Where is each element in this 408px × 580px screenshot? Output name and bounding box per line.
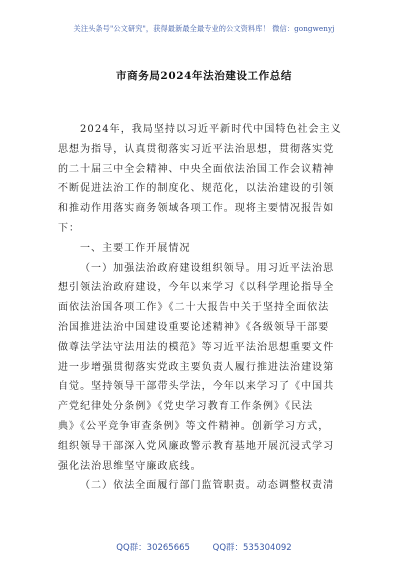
paragraph-line: 的二十届三中全会精神、中央全面依法治国工作会议精神 (58, 163, 335, 175)
paragraph-line: 和推动作用落实商务领域各项工作。现将主要情况报告如 (58, 203, 335, 215)
paragraph-line: 自觉。坚持领导干部带头学法，今年以来学习了《中国共 (58, 381, 335, 393)
paragraph-line: （二）依法全面履行部门监管职责。动态调整权责清 (80, 480, 335, 492)
paragraph-line: 组织领导干部深入党风廉政警示教育基地开展沉浸式学习 (58, 440, 335, 452)
paragraph-line: 思想为指导，认真贯彻落实习近平法治思想，贯彻落实党 (58, 143, 335, 155)
paragraph-line: （一）加强法治政府建设组织领导。用习近平法治思 (80, 262, 335, 274)
document-body (58, 120, 350, 496)
paragraph-line: 强化法治思维坚守廉政底线。 (58, 460, 202, 472)
document-title: 市商务局2024年法治建设工作总结 (116, 70, 292, 82)
section-heading: 一、主要工作开展情况 (80, 242, 191, 254)
paragraph-line: 典》《公平竞争审查条例》等文件精神。创新学习方式， (58, 420, 330, 432)
paragraph-line: 产党纪律处分条例》《党史学习教育工作条例》《民法 (58, 401, 314, 413)
paragraph-line: 做尊法学法守法用法的模范》等习近平法治思想重要文件 (58, 341, 335, 353)
paragraph-line: 想引领法治政府建设，今年以来学习《以科学理论指导全 (58, 282, 335, 294)
paragraph-line: 不断促进法治工作的制度化、规范化，以法治建设的引领 (58, 183, 335, 195)
promo-banner: 关注头条号"公文研究"，获得最新最全最专业的公文资料库！ 微信：gongwenyj (73, 24, 335, 33)
qq-group-2: QQ群：535304092 (212, 543, 292, 553)
paragraph-line: 治国推进法治中国建设重要论述精神》《各级领导干部要 (58, 321, 330, 333)
paragraph-line: 2024年，我局坚持以习近平新时代中国特色社会主义 (80, 124, 342, 135)
qq-group-1: QQ群：30265665 (116, 543, 190, 553)
paragraph-line: 下： (58, 222, 81, 234)
footer-contacts (0, 541, 408, 553)
paragraph-line: 进一步增强贯彻落实党政主要负责人履行推进法治建设第 (58, 361, 335, 373)
paragraph-line: 面依法治国各项工作》《二十大报告中关于坚持全面依法 (58, 302, 330, 314)
